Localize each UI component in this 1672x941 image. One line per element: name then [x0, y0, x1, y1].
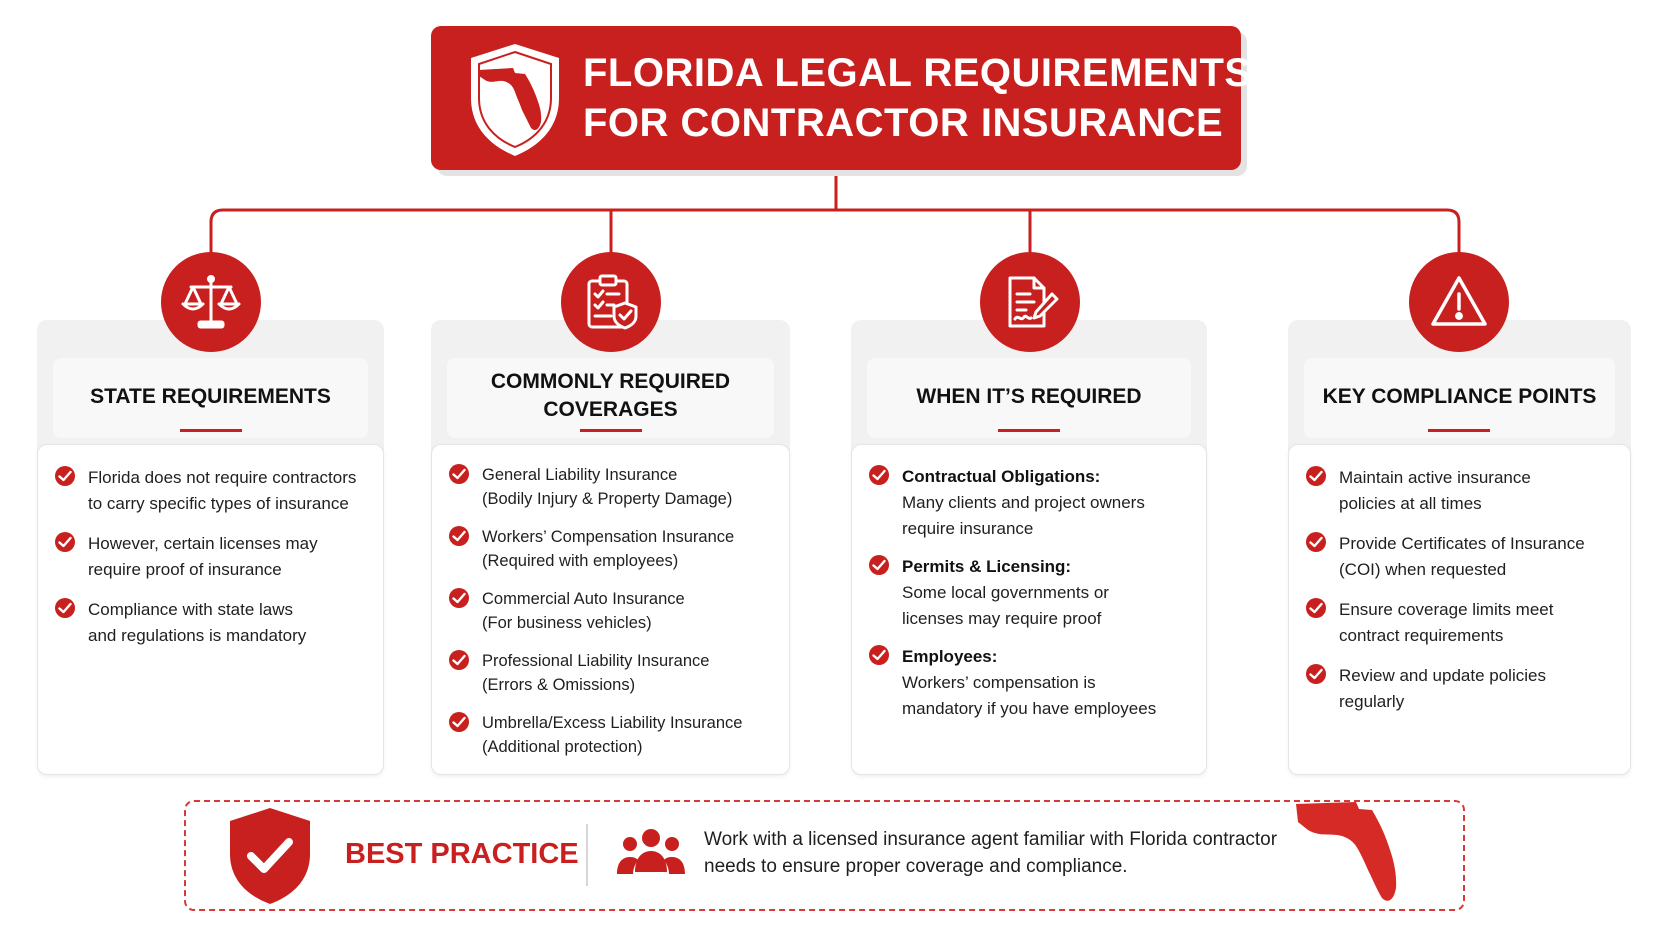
title-underline	[580, 429, 642, 432]
florida-shield-icon	[465, 40, 565, 158]
column-body-card	[37, 444, 384, 775]
title-line-2: FOR CONTRACTOR INSURANCE	[583, 101, 1224, 145]
check-icon	[869, 465, 889, 485]
item-line-1: Some local governments or	[902, 583, 1109, 602]
item-heading: Employees:	[902, 647, 998, 666]
check-icon	[55, 466, 75, 486]
item-line-2: (For business vehicles)	[482, 614, 652, 632]
check-icon	[449, 588, 469, 608]
check-icon	[55, 532, 75, 552]
column-title-line-2: COVERAGES	[543, 398, 678, 421]
item-line-1: Ensure coverage limits meet	[1339, 600, 1554, 619]
item-line-2: contract requirements	[1339, 626, 1504, 645]
check-icon	[449, 712, 469, 732]
best-practice-text	[704, 826, 1324, 880]
best-practice-line-2: needs to ensure proper coverage and compliance.	[704, 856, 1128, 877]
item-line-2: (Required with employees)	[482, 552, 679, 570]
item-line-1: Professional Liability Insurance	[482, 652, 710, 670]
title-underline	[998, 429, 1060, 432]
column-title	[447, 368, 774, 424]
page-title	[583, 48, 1252, 148]
column-header-inner	[447, 358, 774, 438]
florida-map-icon	[1296, 800, 1416, 906]
shield-check-icon	[226, 806, 314, 906]
column-header-inner	[53, 358, 368, 438]
people-group-icon	[617, 826, 685, 880]
clipboard-shield-icon	[561, 252, 661, 352]
check-icon	[869, 555, 889, 575]
column-body-card	[851, 444, 1207, 775]
check-icon	[1306, 532, 1326, 552]
document-pen-icon	[980, 252, 1080, 352]
check-icon	[449, 526, 469, 546]
column-title: STATE REQUIREMENTS	[90, 385, 331, 408]
check-icon	[449, 650, 469, 670]
item-line-1: Review and update policies	[1339, 666, 1546, 685]
item-line-2: (Errors & Omissions)	[482, 676, 636, 694]
column-title: WHEN IT’S REQUIRED	[916, 385, 1142, 408]
item-line-1: Compliance with state laws	[88, 600, 294, 619]
item-line-1: Provide Certificates of Insurance	[1339, 534, 1585, 553]
item-line-2: require proof of insurance	[88, 560, 282, 579]
check-icon	[55, 598, 75, 618]
column-header-inner	[1304, 358, 1615, 438]
column-body-card	[431, 444, 790, 775]
title-line-1: FLORIDA LEGAL REQUIREMENTS	[583, 51, 1252, 95]
item-line-1: Commercial Auto Insurance	[482, 590, 685, 608]
check-icon	[1306, 466, 1326, 486]
check-icon	[869, 645, 889, 665]
check-icon	[1306, 664, 1326, 684]
item-line-2: to carry specific types of insurance	[88, 494, 349, 513]
item-line-2: policies at all times	[1339, 494, 1482, 513]
best-practice-label: BEST PRACTICE	[345, 838, 579, 870]
item-line-1: General Liability Insurance	[482, 466, 678, 484]
title-banner	[431, 26, 1252, 170]
item-line-2: require insurance	[902, 519, 1034, 538]
item-line-1: Umbrella/Excess Liability Insurance	[482, 714, 743, 732]
title-underline	[1428, 429, 1490, 432]
check-icon	[449, 464, 469, 484]
title-underline	[180, 429, 242, 432]
item-line-2: (COI) when requested	[1339, 560, 1507, 579]
column-header-inner	[867, 358, 1191, 438]
item-line-1: Workers’ compensation is	[902, 673, 1096, 692]
column-body-card	[1288, 444, 1631, 775]
divider	[586, 824, 588, 886]
item-line-2: (Additional protection)	[482, 738, 643, 756]
item-line-2: licenses may require proof	[902, 609, 1102, 628]
column-title: KEY COMPLIANCE POINTS	[1322, 385, 1597, 408]
item-line-2: and regulations is mandatory	[88, 626, 307, 645]
item-line-1: However, certain licenses may	[88, 534, 318, 553]
item-heading: Contractual Obligations:	[902, 467, 1101, 486]
item-line-1: Many clients and project owners	[902, 493, 1145, 512]
best-practice-line-1: Work with a licensed insurance agent familiar with Florida contractor	[704, 829, 1278, 850]
column-title-line-1: COMMONLY REQUIRED	[490, 370, 731, 393]
warning-triangle-icon	[1409, 252, 1509, 352]
item-line-1: Maintain active insurance	[1339, 468, 1531, 487]
item-line-2: mandatory if you have employees	[902, 699, 1157, 718]
item-line-2: regularly	[1339, 692, 1405, 711]
item-heading: Permits & Licensing:	[902, 557, 1072, 576]
scales-of-justice-icon	[161, 252, 261, 352]
item-line-1: Workers’ Compensation Insurance	[482, 528, 735, 546]
item-line-1: Florida does not require contractors	[88, 468, 357, 487]
check-icon	[1306, 598, 1326, 618]
item-line-2: (Bodily Injury & Property Damage)	[482, 490, 733, 508]
